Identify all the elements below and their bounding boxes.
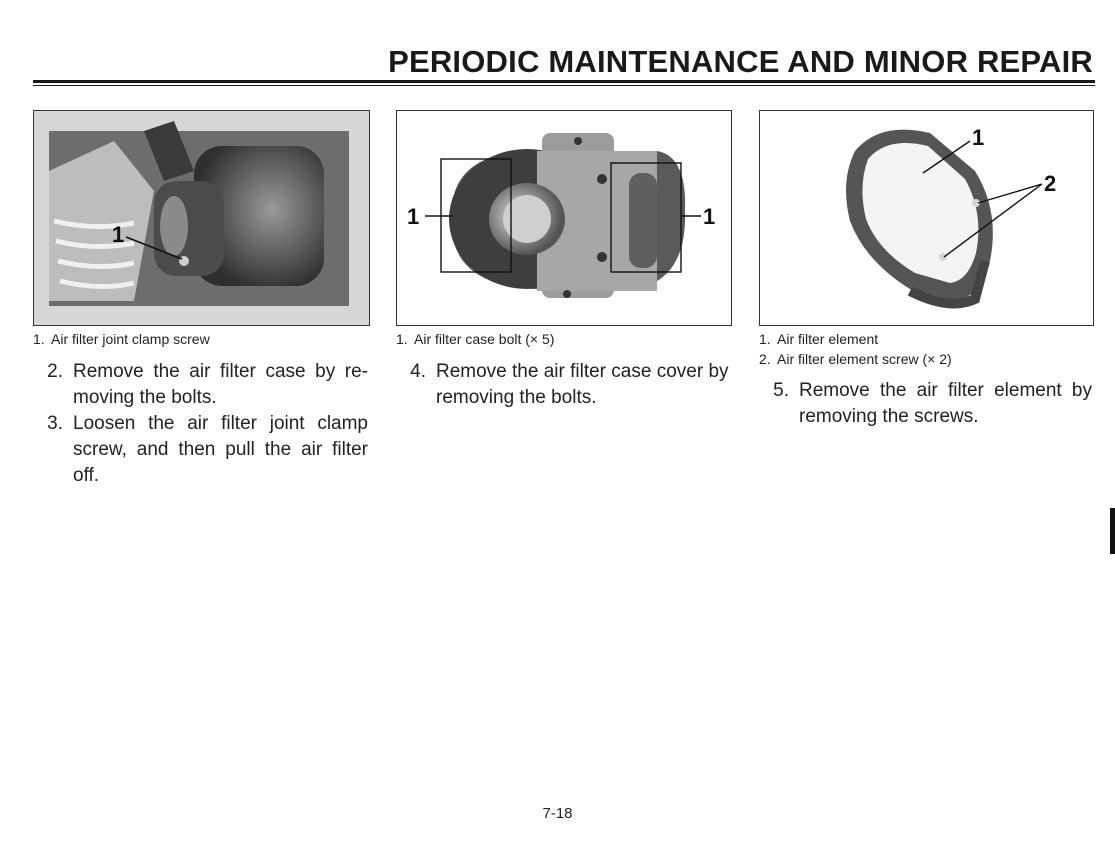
figure-3-caption [759, 329, 1092, 369]
step-number: 4. [410, 361, 426, 382]
callout-1: 1 [972, 125, 985, 150]
step-text: Loosen the air filter joint clamp screw, and then pull the air filter off. [73, 413, 368, 486]
figure-2-caption [396, 329, 730, 349]
step-item [33, 411, 368, 489]
callout-1-left: 1 [407, 204, 420, 229]
steps-column-2 [396, 359, 730, 411]
caption-number: 1. [396, 331, 408, 347]
page-number: 7-18 [542, 805, 573, 822]
caption-item [759, 329, 1092, 349]
step-number: 2. [47, 361, 63, 382]
callout-1-right: 1 [703, 204, 716, 229]
caption-text: Air filter case bolt (× 5) [414, 331, 555, 347]
step-item [33, 359, 368, 411]
steps-column-1 [33, 359, 368, 489]
step-text: Remove the air filter element by removing the screws. [799, 380, 1092, 427]
step-item [759, 378, 1092, 430]
header-rule-thin [33, 85, 1095, 86]
steps-column-3 [759, 378, 1092, 430]
figure-1-caption [33, 329, 368, 349]
photo-air-filter-joint [34, 111, 369, 325]
caption-number: 1. [33, 331, 45, 347]
caption-item [759, 349, 1092, 369]
caption-number: 2. [759, 351, 771, 367]
callout-1: 1 [112, 222, 125, 247]
caption-text: Air filter element [777, 331, 879, 347]
caption-text: Air filter element screw (× 2) [777, 351, 952, 367]
caption-item [33, 329, 368, 349]
callout-2: 2 [1044, 171, 1057, 196]
figure-air-filter-case-cover [396, 110, 732, 326]
header-rule-thick [33, 80, 1095, 83]
section-edge-tab [1110, 508, 1115, 554]
caption-text: Air filter joint clamp screw [51, 331, 210, 347]
figure-air-filter-joint-clamp [33, 110, 370, 326]
caption-item [396, 329, 730, 349]
step-number: 3. [47, 413, 63, 434]
figure-air-filter-element [759, 110, 1094, 326]
step-number: 5. [773, 380, 789, 401]
step-text: Remove the air filter case cover by removing the bolts. [436, 361, 729, 408]
photo-air-filter-element [760, 111, 1093, 325]
page-title: PERIODIC MAINTENANCE AND MINOR REPAIR [388, 44, 1093, 79]
photo-air-filter-case [397, 111, 731, 325]
step-text: Remove the air filter case by re-moving the bolts. [73, 361, 368, 408]
caption-number: 1. [759, 331, 771, 347]
step-item [396, 359, 730, 411]
